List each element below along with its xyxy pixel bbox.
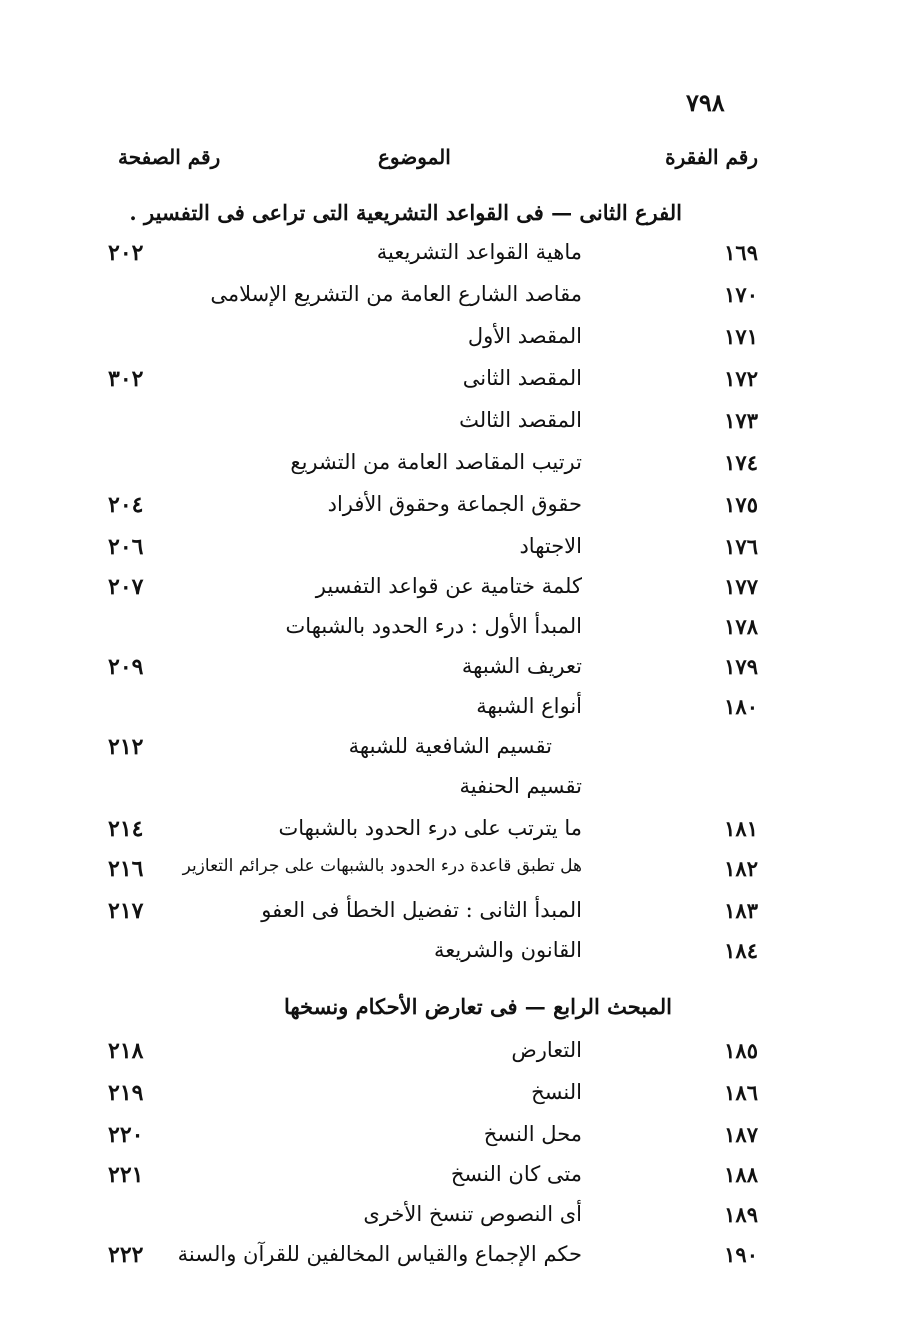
toc-row <box>0 240 900 278</box>
toc-row <box>0 1038 900 1076</box>
entry-page: ٢١٦ <box>108 856 144 882</box>
entry-page: ٢٢٠ <box>108 1122 144 1148</box>
paragraph-number: ١٨٨ <box>724 1162 758 1187</box>
entry-title: ما يترتب على درء الحدود بالشبهات <box>278 816 582 840</box>
entry-page: ٢٠٩ <box>108 654 144 680</box>
paragraph-number: ١٨٤ <box>724 938 758 963</box>
paragraph-number: ١٧٣ <box>724 408 758 433</box>
entry-title: محل النسخ <box>483 1122 582 1146</box>
toc-row <box>0 734 900 772</box>
entry-title: ترتيب المقاصد العامة من التشريع <box>290 450 582 474</box>
entry-title: هل تطبق قاعدة درء الحدود بالشبهات على جرائم التعازير <box>182 856 582 876</box>
entry-page: ٢١٧ <box>108 898 144 924</box>
entry-title: تعريف الشبهة <box>461 654 582 678</box>
paragraph-number: ١٧٦ <box>724 534 758 559</box>
toc-row <box>0 408 900 446</box>
paragraph-number: ١٨٧ <box>724 1122 758 1147</box>
paragraph-number: ١٧٠ <box>724 282 758 307</box>
toc-row <box>0 694 900 732</box>
entry-title: المقصد الأول <box>467 324 582 348</box>
toc-row <box>0 324 900 362</box>
entry-page: ٢١٩ <box>108 1080 144 1106</box>
entry-title: مقاصد الشارع العامة من التشريع الإسلامى <box>210 282 582 306</box>
entry-page: ٣٠٢ <box>108 366 144 392</box>
paragraph-number: ١٧٢ <box>724 366 758 391</box>
paragraph-number: ١٧٩ <box>724 654 758 679</box>
toc-row <box>0 534 900 572</box>
toc-row <box>0 1162 900 1200</box>
entry-title: أى النصوص تنسخ الأخرى <box>363 1202 582 1226</box>
paragraph-number: ١٧٨ <box>724 614 758 639</box>
toc-row <box>0 898 900 936</box>
toc-row <box>0 856 900 894</box>
entry-page: ٢١٨ <box>108 1038 144 1064</box>
paragraph-number: ١٧٤ <box>724 450 758 475</box>
page-number: ٧٩٨ <box>686 88 725 117</box>
toc-row <box>0 774 900 812</box>
entry-title: المقصد الثانى <box>462 366 582 390</box>
toc-row <box>0 1080 900 1118</box>
paragraph-number: ١٦٩ <box>724 240 758 265</box>
paragraph-number: ١٨٦ <box>724 1080 758 1105</box>
entry-page: ٢٠٧ <box>108 574 144 600</box>
entry-title: حقوق الجماعة وحقوق الأفراد <box>327 492 582 516</box>
entry-title: حكم الإجماع والقياس المخالفين للقرآن والسنة <box>177 1242 582 1266</box>
toc-row <box>0 282 900 320</box>
entry-title: أنواع الشبهة <box>476 694 582 718</box>
entry-title: النسخ <box>531 1080 582 1104</box>
paragraph-number: ١٨٩ <box>724 1202 758 1227</box>
entry-title: التعارض <box>511 1038 582 1062</box>
paragraph-number: ١٩٠ <box>724 1242 758 1267</box>
toc-row <box>0 1122 900 1160</box>
entry-title: متى كان النسخ <box>450 1162 582 1186</box>
header-page-number: رقم الصفحة <box>118 145 221 169</box>
paragraph-number: ١٨٢ <box>724 856 758 881</box>
header-paragraph-number: رقم الفقرة <box>665 145 758 169</box>
entry-title: المبدأ الأول : درء الحدود بالشبهات <box>285 614 582 638</box>
entry-title: تقسيم الشافعية للشبهة <box>348 734 552 758</box>
paragraph-number: ١٧١ <box>724 324 758 349</box>
entry-title: المقصد الثالث <box>459 408 582 432</box>
entry-page: ٢٠٢ <box>108 240 144 266</box>
toc-row <box>0 654 900 692</box>
paragraph-number: ١٨١ <box>724 816 758 841</box>
toc-row <box>0 492 900 530</box>
paragraph-number: ١٨٥ <box>724 1038 758 1063</box>
entry-title: تقسيم الحنفية <box>459 774 582 798</box>
header-topic: الموضوع <box>378 145 451 169</box>
entry-title: ماهية القواعد التشريعية <box>376 240 582 264</box>
paragraph-number: ١٧٧ <box>724 574 758 599</box>
toc-row <box>0 614 900 652</box>
paragraph-number: ١٧٥ <box>724 492 758 517</box>
entry-page: ٢١٢ <box>108 734 144 760</box>
toc-row <box>0 816 900 854</box>
entry-title: المبدأ الثانى : تفضيل الخطأ فى العفو <box>261 898 582 922</box>
toc-row <box>0 938 900 976</box>
toc-row <box>0 1242 900 1280</box>
toc-row <box>0 450 900 488</box>
entry-page: ٢٠٦ <box>108 534 144 560</box>
paragraph-number: ١٨٠ <box>724 694 758 719</box>
section-heading-abrogation: المبحث الرابع — فى تعارض الأحكام ونسخها <box>283 994 672 1019</box>
toc-row <box>0 1202 900 1240</box>
entry-title: الاجتهاد <box>519 534 582 558</box>
paragraph-number: ١٨٣ <box>724 898 758 923</box>
entry-page: ٢٢٢ <box>108 1242 144 1268</box>
toc-row <box>0 574 900 612</box>
entry-page: ٢١٤ <box>108 816 144 842</box>
entry-title: القانون والشريعة <box>434 938 582 962</box>
toc-row <box>0 366 900 404</box>
entry-page: ٢٢١ <box>108 1162 144 1188</box>
section-heading-rules: الفرع الثانى — فى القواعد التشريعية التى تراعى فى التفسير . <box>129 200 682 225</box>
entry-title: كلمة ختامية عن قواعد التفسير <box>315 574 582 598</box>
entry-page: ٢٠٤ <box>108 492 144 518</box>
